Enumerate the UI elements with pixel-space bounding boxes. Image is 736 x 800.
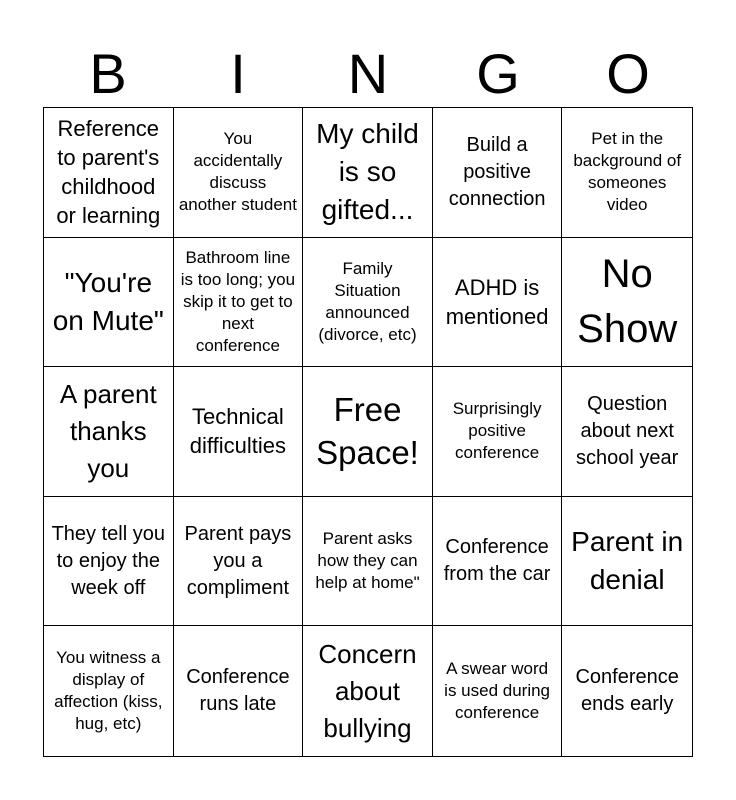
header-letter-i: I — [230, 42, 246, 105]
bingo-cell-r2c2[interactable]: Bathroom line is too long; you skip it to get to next conference — [174, 238, 304, 368]
bingo-cell-r3c4[interactable]: Surprisingly positive conference — [433, 367, 563, 497]
bingo-cell-r3c3-free-space[interactable]: Free Space! — [303, 367, 433, 497]
bingo-header — [43, 40, 693, 108]
bingo-cell-r4c2[interactable]: Parent pays you a compliment — [174, 497, 304, 627]
bingo-cell-r2c1[interactable]: "You're on Mute" — [44, 238, 174, 368]
header-letter-n: N — [347, 42, 389, 105]
bingo-cell-r2c4[interactable]: ADHD is mentioned — [433, 238, 563, 368]
header-letter-g: G — [476, 42, 520, 105]
bingo-board — [43, 107, 693, 757]
bingo-cell-r4c1[interactable]: They tell you to enjoy the week off — [44, 497, 174, 627]
bingo-cell-r3c1[interactable]: A parent thanks you — [44, 367, 174, 497]
bingo-cell-r4c3[interactable]: Parent asks how they can help at home" — [303, 497, 433, 627]
bingo-cell-r5c2[interactable]: Conference runs late — [174, 626, 304, 756]
bingo-cell-r1c2[interactable]: You accidentally discuss another student — [174, 108, 304, 238]
bingo-cell-r5c4[interactable]: A swear word is used during conference — [433, 626, 563, 756]
bingo-cell-r5c3[interactable]: Concern about bullying — [303, 626, 433, 756]
bingo-cell-r3c2[interactable]: Technical difficulties — [174, 367, 304, 497]
bingo-cell-r2c3[interactable]: Family Situation announced (divorce, etc) — [303, 238, 433, 368]
bingo-cell-r4c5[interactable]: Parent in denial — [562, 497, 692, 627]
bingo-cell-r4c4[interactable]: Conference from the car — [433, 497, 563, 627]
bingo-cell-r5c1[interactable]: You witness a display of affection (kiss, hug, etc) — [44, 626, 174, 756]
bingo-cell-r5c5[interactable]: Conference ends early — [575, 666, 679, 716]
bingo-cell-r1c1[interactable]: Reference to parent's childhood or learning — [44, 108, 174, 238]
bingo-cell-r3c5[interactable]: Question about next school year — [562, 367, 692, 497]
bingo-cell-r1c4[interactable]: Build a positive connection — [433, 108, 563, 238]
bingo-cell-r1c5[interactable]: Pet in the background of someones video — [562, 108, 692, 238]
header-letter-o: O — [606, 42, 650, 105]
bingo-cell-r1c3[interactable]: My child is so gifted... — [303, 108, 433, 238]
header-letter-b: B — [89, 42, 127, 105]
bingo-cell-r2c5[interactable]: No Show — [562, 238, 692, 368]
